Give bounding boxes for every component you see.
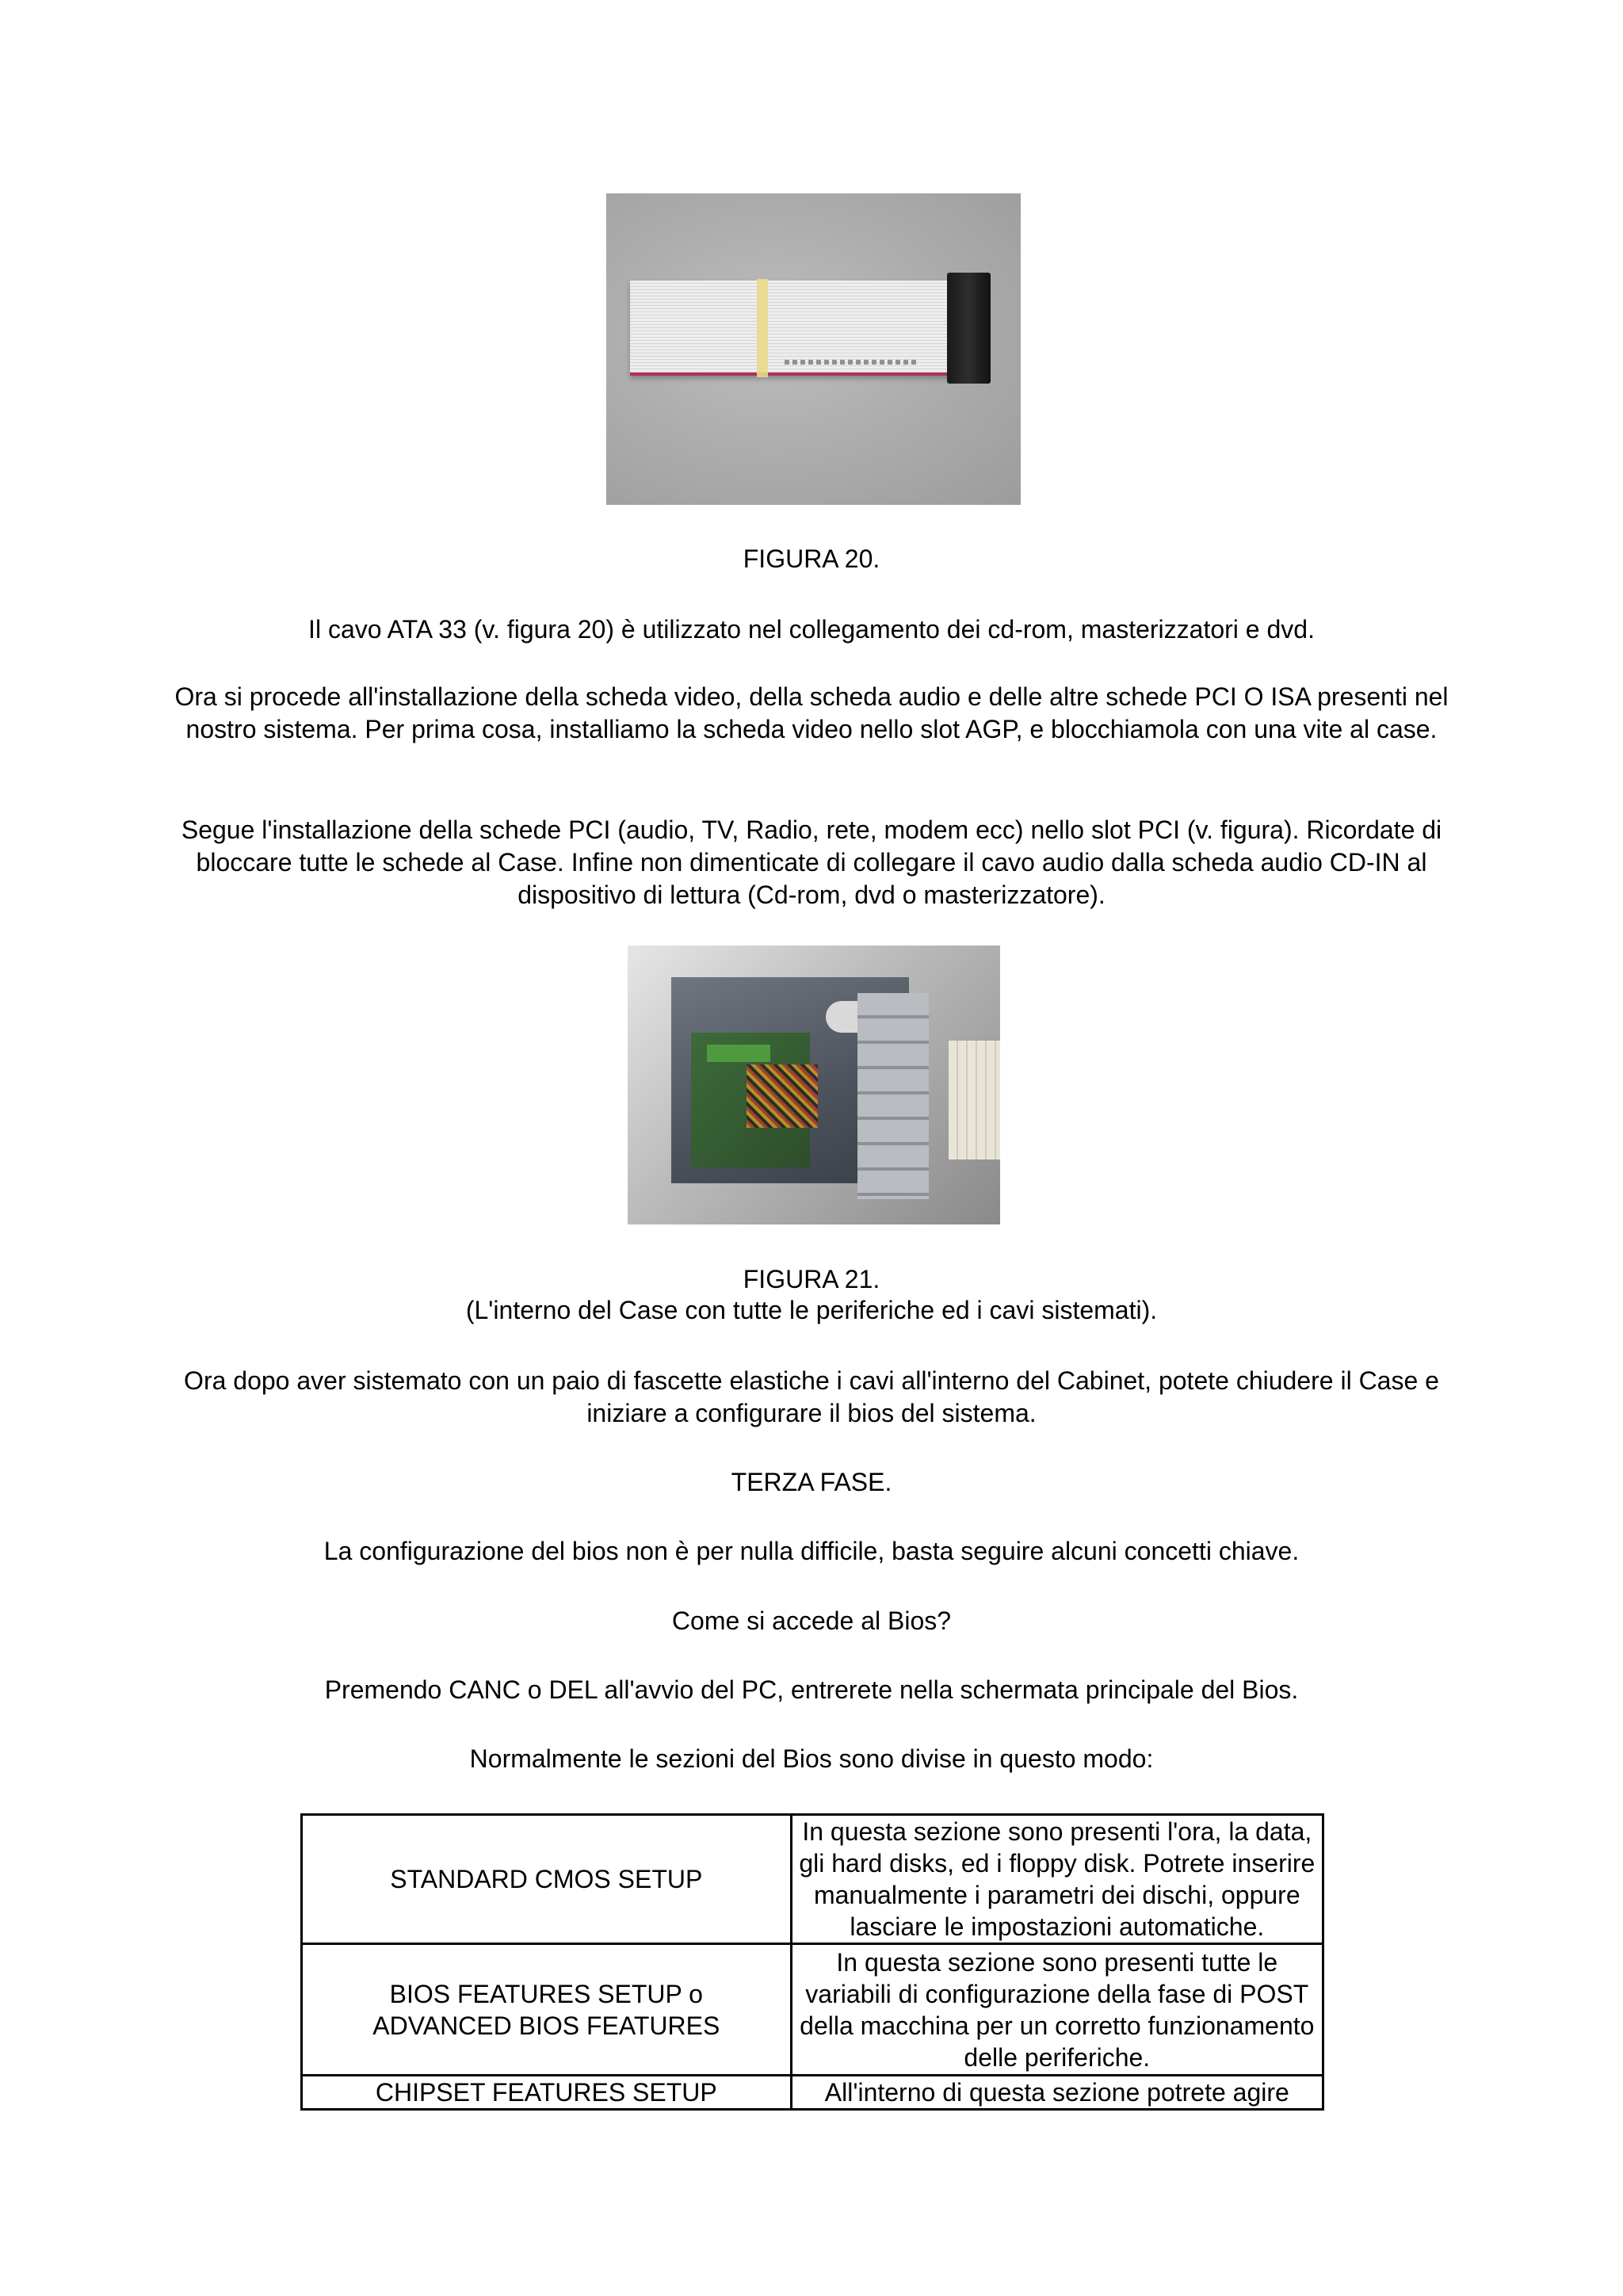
- table-cell-section-description: In questa sezione sono presenti tutte le variabili di configurazione della fase di POST della macchina per un corretto funzionamento delle periferiche.: [791, 1944, 1323, 2076]
- paragraph-bios-access: Premendo CANC o DEL all'avvio del PC, entrerete nella schermata principale del Bios.: [324, 1675, 1299, 1704]
- paragraph-bios-sections-intro: Normalmente le sezioni del Bios sono divise in questo modo:: [469, 1744, 1154, 1773]
- section-heading-terza-fase: TERZA FASE.: [731, 1468, 892, 1496]
- table-row: [302, 1815, 1323, 1944]
- figure-20-ata-cable-photo: [606, 193, 1021, 505]
- bios-sections-table: [300, 1813, 1324, 2111]
- figure-20-caption: FIGURA 20.: [743, 544, 880, 573]
- ide-connector: [947, 273, 991, 384]
- paragraph-bios-question: Come si accede al Bios?: [671, 1606, 952, 1635]
- paragraph-ata-cable: Il cavo ATA 33 (v. figura 20) è utilizzato nel collegamento dei cd-rom, masterizzatori e dvd.: [308, 615, 1315, 644]
- expansion-card: [707, 1045, 770, 1062]
- cable-tape: [757, 279, 768, 377]
- table-row: [302, 2076, 1323, 2110]
- table-row: [302, 1944, 1323, 2076]
- paragraph-close-case: Ora dopo aver sistemato con un paio di fascette elastiche i cavi all'interno del Cabinet, potete chiudere il Case e iniziare a configurare il bios del sistema.: [184, 1366, 1439, 1427]
- paragraph-install-cards: Ora si procede all'installazione della scheda video, della scheda audio e delle altre schede PCI O ISA presenti nel nostro sistema. Per prima cosa, installiamo la scheda video nello slot AGP, e blocchiamola con una vite al case.: [174, 682, 1449, 743]
- drive-bays: [857, 993, 929, 1199]
- figure-21-case-interior-photo: [628, 946, 1000, 1224]
- table-cell-section-name: STANDARD CMOS SETUP: [302, 1815, 792, 1944]
- table-cell-section-name: CHIPSET FEATURES SETUP: [302, 2076, 792, 2110]
- cable-print-marking: [785, 360, 919, 365]
- figure-21-caption: FIGURA 21.: [743, 1265, 880, 1293]
- figure-21-subcaption: (L'interno del Case con tutte le periferiche ed i cavi sistemati).: [465, 1296, 1158, 1324]
- table-cell-section-name: BIOS FEATURES SETUP o ADVANCED BIOS FEATURES: [302, 1944, 792, 2076]
- paragraph-pci-install: Segue l'installazione della schede PCI (audio, TV, Radio, rete, modem ecc) nello slot PCI (v. figura). Ricordate di bloccare tutte le schede al Case. Infine non dimenticate di collegare il cavo audio dalla scheda audio CD-IN al dispositivo di lettura (Cd-rom, dvd o masterizzatore).: [181, 816, 1442, 909]
- table-cell-section-description: All'interno di questa sezione potrete agire: [791, 2076, 1323, 2110]
- table-cell-section-description: In questa sezione sono presenti l'ora, la data, gli hard disks, ed i floppy disk. Potrete inserire manualmente i parametri dei dischi, oppure lasciare le impostazioni automatiche.: [791, 1815, 1323, 1944]
- power-wires: [747, 1064, 818, 1128]
- paragraph-bios-config: La configurazione del bios non è per nulla difficile, basta seguire alcuni concetti chiave.: [323, 1537, 1300, 1565]
- ribbon-red-stripe: [630, 372, 971, 376]
- keyboard-edge: [949, 1041, 1000, 1159]
